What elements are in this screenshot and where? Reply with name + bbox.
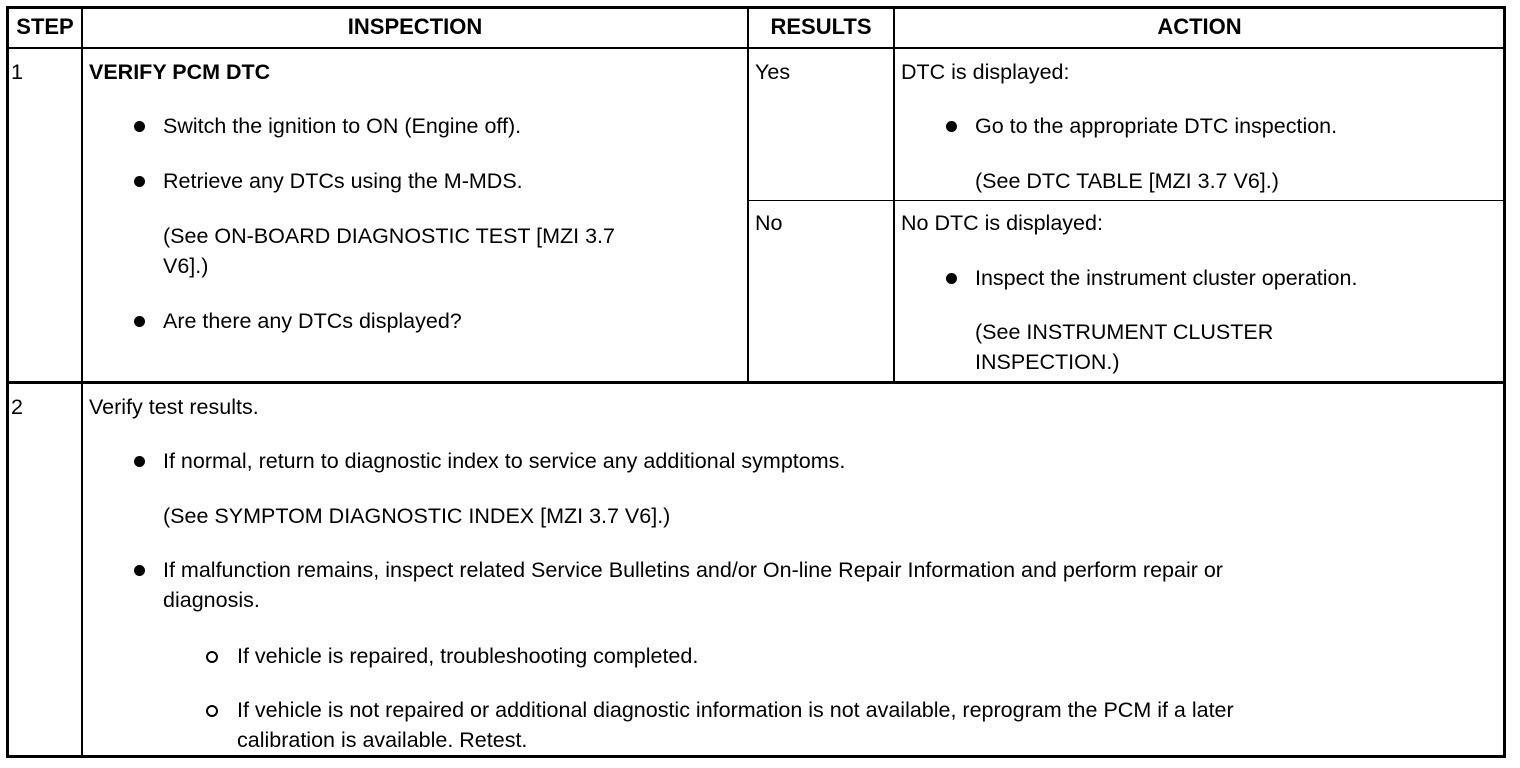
bullet-icon [134, 316, 145, 327]
action-no-reference: (See INSTRUMENT CLUSTER [975, 320, 1274, 344]
header-divider [8, 47, 1504, 49]
bullet-icon [134, 456, 145, 467]
inspection-reference: (See SYMPTOM DIAGNOSTIC INDEX [MZI 3.7 V6].) [163, 504, 671, 528]
header-action: ACTION [1157, 14, 1242, 39]
header-results: RESULTS [770, 14, 872, 39]
action-yes-reference: (See DTC TABLE [MZI 3.7 V6].) [975, 169, 1279, 193]
header-inspection: INSPECTION [347, 14, 483, 39]
bullet-icon [946, 121, 957, 132]
bullet-icon [134, 121, 145, 132]
action-no-bullet: Inspect the instrument cluster operation. [975, 266, 1358, 290]
yes-no-divider [749, 200, 1504, 201]
step-number: 1 [11, 60, 23, 84]
col-divider-results [893, 8, 895, 383]
inspection-bullet: Switch the ignition to ON (Engine off). [163, 114, 522, 138]
bullet-icon [134, 565, 145, 576]
inspection-question: Are there any DTCs displayed? [163, 309, 462, 333]
inspection-reference: V6].) [163, 254, 209, 278]
inspection-reference: (See ON-BOARD DIAGNOSTIC TEST [MZI 3.7 [163, 224, 615, 248]
bullet-icon [134, 176, 145, 187]
inspection-bullet: If normal, return to diagnostic index to service any additional symptoms. [163, 449, 846, 473]
header-step: STEP [16, 14, 74, 39]
sub-bullet-icon [206, 651, 218, 663]
inspection-sub-bullet: If vehicle is not repaired or additional diagnostic information is not available, reprogram the PCM if a later [237, 698, 1234, 722]
result-no: No [755, 211, 783, 235]
inspection-sub-bullet-continued: calibration is available. Retest. [237, 728, 528, 752]
result-yes: Yes [755, 60, 791, 84]
step-number: 2 [11, 395, 23, 419]
inspection-title: Verify test results. [89, 395, 259, 419]
action-yes-bullet: Go to the appropriate DTC inspection. [975, 114, 1338, 138]
col-divider-inspection [747, 8, 749, 383]
inspection-bullet: Retrieve any DTCs using the M-MDS. [163, 169, 523, 193]
sub-bullet-icon [206, 705, 218, 717]
bullet-icon [946, 273, 957, 284]
inspection-sub-bullet: If vehicle is repaired, troubleshooting completed. [237, 644, 699, 668]
inspection-bullet-continued: diagnosis. [163, 588, 260, 612]
inspection-bullet: If malfunction remains, inspect related Service Bulletins and/or On-line Repair Information and perform repair or [163, 558, 1223, 582]
inspection-title: VERIFY PCM DTC [89, 60, 271, 84]
action-yes-title: DTC is displayed: [901, 60, 1070, 84]
action-no-title: No DTC is displayed: [901, 211, 1103, 235]
action-no-reference: INSPECTION.) [975, 350, 1120, 374]
row-divider [8, 381, 1504, 384]
